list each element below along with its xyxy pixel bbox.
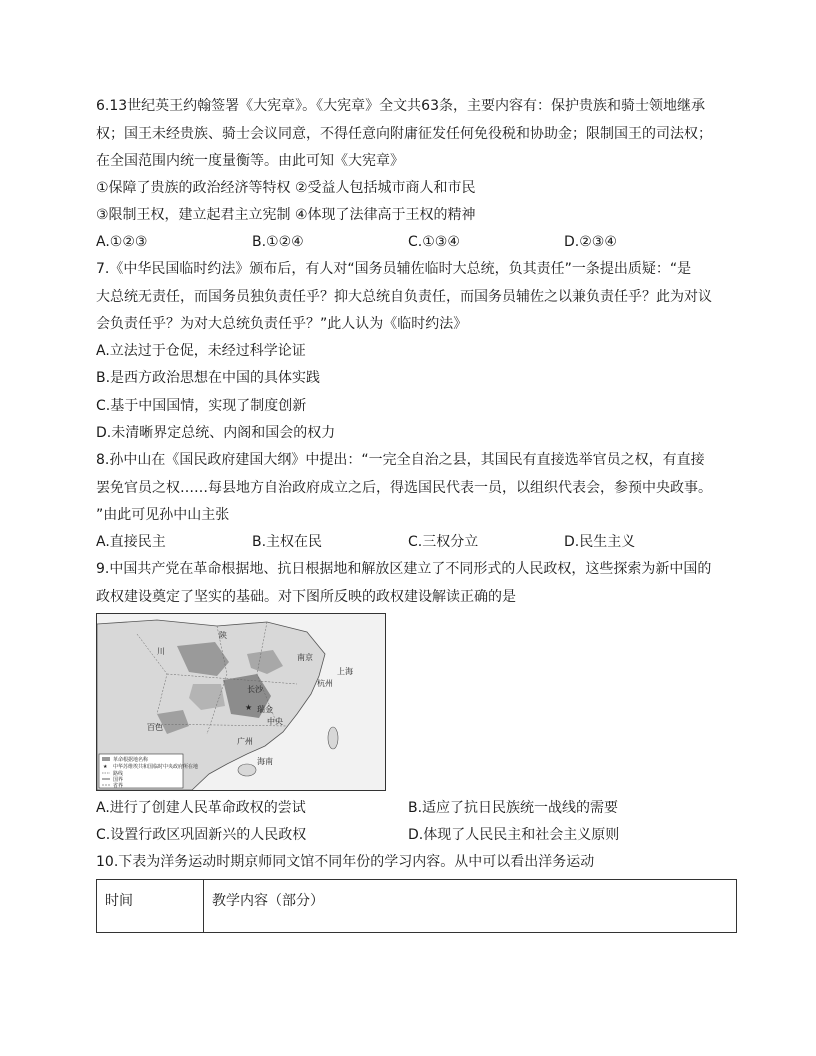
- q6-items-line-1: ①保障了贵族的政治经济等特权 ②受益人包括城市商人和市民: [96, 180, 476, 196]
- q9-option-a: A.进行了创建人民革命政权的尝试: [96, 800, 306, 816]
- map-label-6: 长沙: [247, 685, 263, 694]
- q7-option-d: D.未清晰界定总统、内阁和国会的权力: [96, 425, 336, 441]
- q8-option-a: A.直接民主: [96, 534, 166, 550]
- map-label-9: 百色: [147, 723, 163, 732]
- q6-option-b: B.①②④: [252, 234, 304, 250]
- q10-curriculum-table: [96, 879, 737, 933]
- q7-option-a: A.立法过于仓促，未经过科学论证: [96, 343, 306, 359]
- q6-option-a: A.①②③: [96, 234, 148, 250]
- taiwan-island: [328, 727, 338, 749]
- map-label-8: 广州: [237, 737, 253, 746]
- legend-item-5: 省界: [113, 783, 124, 789]
- hainan-island: [238, 764, 256, 776]
- map-label-2: 陕: [219, 631, 227, 640]
- q6-stem-line-2: 权；国王未经贵族、骑士会议同意，不得任意向附庸征发任何免役税和协助金；限制国王的司法权；: [96, 126, 712, 142]
- q9-option-d: D.体现了人民民主和社会主义原则: [408, 827, 620, 843]
- q9-option-b: B.适应了抗日民族统一战线的需要: [408, 800, 619, 816]
- table-header-content: 教学内容（部分）: [204, 880, 737, 933]
- q6-items-line-2: ③限制王权，建立起君主立宪制 ④体现了法律高于王权的精神: [96, 207, 476, 223]
- table-header-row: [97, 880, 737, 933]
- table-header-time: 时间: [97, 880, 204, 933]
- map-label-11: 中央: [267, 717, 283, 726]
- q9-option-c: C.设置行政区巩固新兴的人民政权: [96, 827, 307, 843]
- legend-item-2: 中华苏维埃共和国临时中央政府所在地: [113, 764, 199, 770]
- legend-item-4: 国界: [113, 777, 124, 783]
- map-label-10: 海南: [257, 757, 273, 766]
- q8-stem-line-2: 罢免官员之权……每县地方自治政府成立之后，得选国民代表一员，以组织代表会，参预中央政事。: [96, 480, 712, 496]
- q8-option-c: C.三权分立: [408, 534, 479, 550]
- revolutionary-base-map: [96, 613, 386, 791]
- q7-stem-line-3: 会负责任乎？为对大总统负责任乎？”此人认为《临时约法》: [96, 316, 468, 332]
- q6-stem-line-3: 在全国范围内统一度量衡等。由此可知《大宪章》: [96, 153, 404, 169]
- q7-stem-line-1: 7.《中华民国临时约法》颁布后，有人对“国务员辅佐临时大总统，负其责任”一条提出质疑：“是: [96, 261, 692, 277]
- map-label-3: 南京: [297, 653, 313, 662]
- legend-item-3: 路线: [113, 771, 124, 777]
- q6-option-d: D.②③④: [564, 234, 617, 250]
- map-label-7: 瑞金: [257, 705, 273, 714]
- q10-stem-line-1: 10.下表为洋务运动时期京师同文馆不同年份的学习内容。从中可以看出洋务运动: [96, 854, 595, 870]
- q7-option-c: C.基于中国国情，实现了制度创新: [96, 398, 307, 414]
- q7-stem-line-2: 大总统无责任，而国务员独负责任乎？抑大总统自负责任，而国务员辅佐之以兼负责任乎？此为对议: [96, 289, 712, 305]
- legend-item-1: 革命根据地名称: [113, 757, 149, 763]
- legend-base-swatch: [102, 757, 110, 761]
- q8-stem-line-1: 8.孙中山在《国民政府建国大纲》中提出：“一完全自治之县，其国民有直接选举官员之权，有直接: [96, 452, 705, 468]
- q8-option-b: B.主权在民: [252, 534, 323, 550]
- map-graphic: [97, 614, 385, 790]
- q9-stem-line-2: 政权建设奠定了坚实的基础。对下图所反映的政权建设解读正确的是: [96, 589, 516, 605]
- q8-stem-line-3: ”由此可见孙中山主张: [96, 507, 230, 523]
- q6-option-c: C.①③④: [408, 234, 460, 250]
- map-label-5: 杭州: [317, 679, 333, 688]
- legend-star-icon: ★: [103, 764, 108, 770]
- map-label-1: 川: [157, 647, 165, 656]
- q6-stem-line-1: 6.13世纪英王约翰签署《大宪章》。《大宪章》全文共63条，主要内容有：保护贵族和骑士领地继承: [96, 98, 705, 114]
- q7-option-b: B.是西方政治思想在中国的具体实践: [96, 370, 321, 386]
- central-government-star-icon: ★: [245, 703, 253, 712]
- q8-option-d: D.民生主义: [564, 534, 636, 550]
- map-label-4: 上海: [337, 667, 353, 676]
- q9-stem-line-1: 9.中国共产党在革命根据地、抗日根据地和解放区建立了不同形式的人民政权，这些探索为新中国的: [96, 561, 712, 577]
